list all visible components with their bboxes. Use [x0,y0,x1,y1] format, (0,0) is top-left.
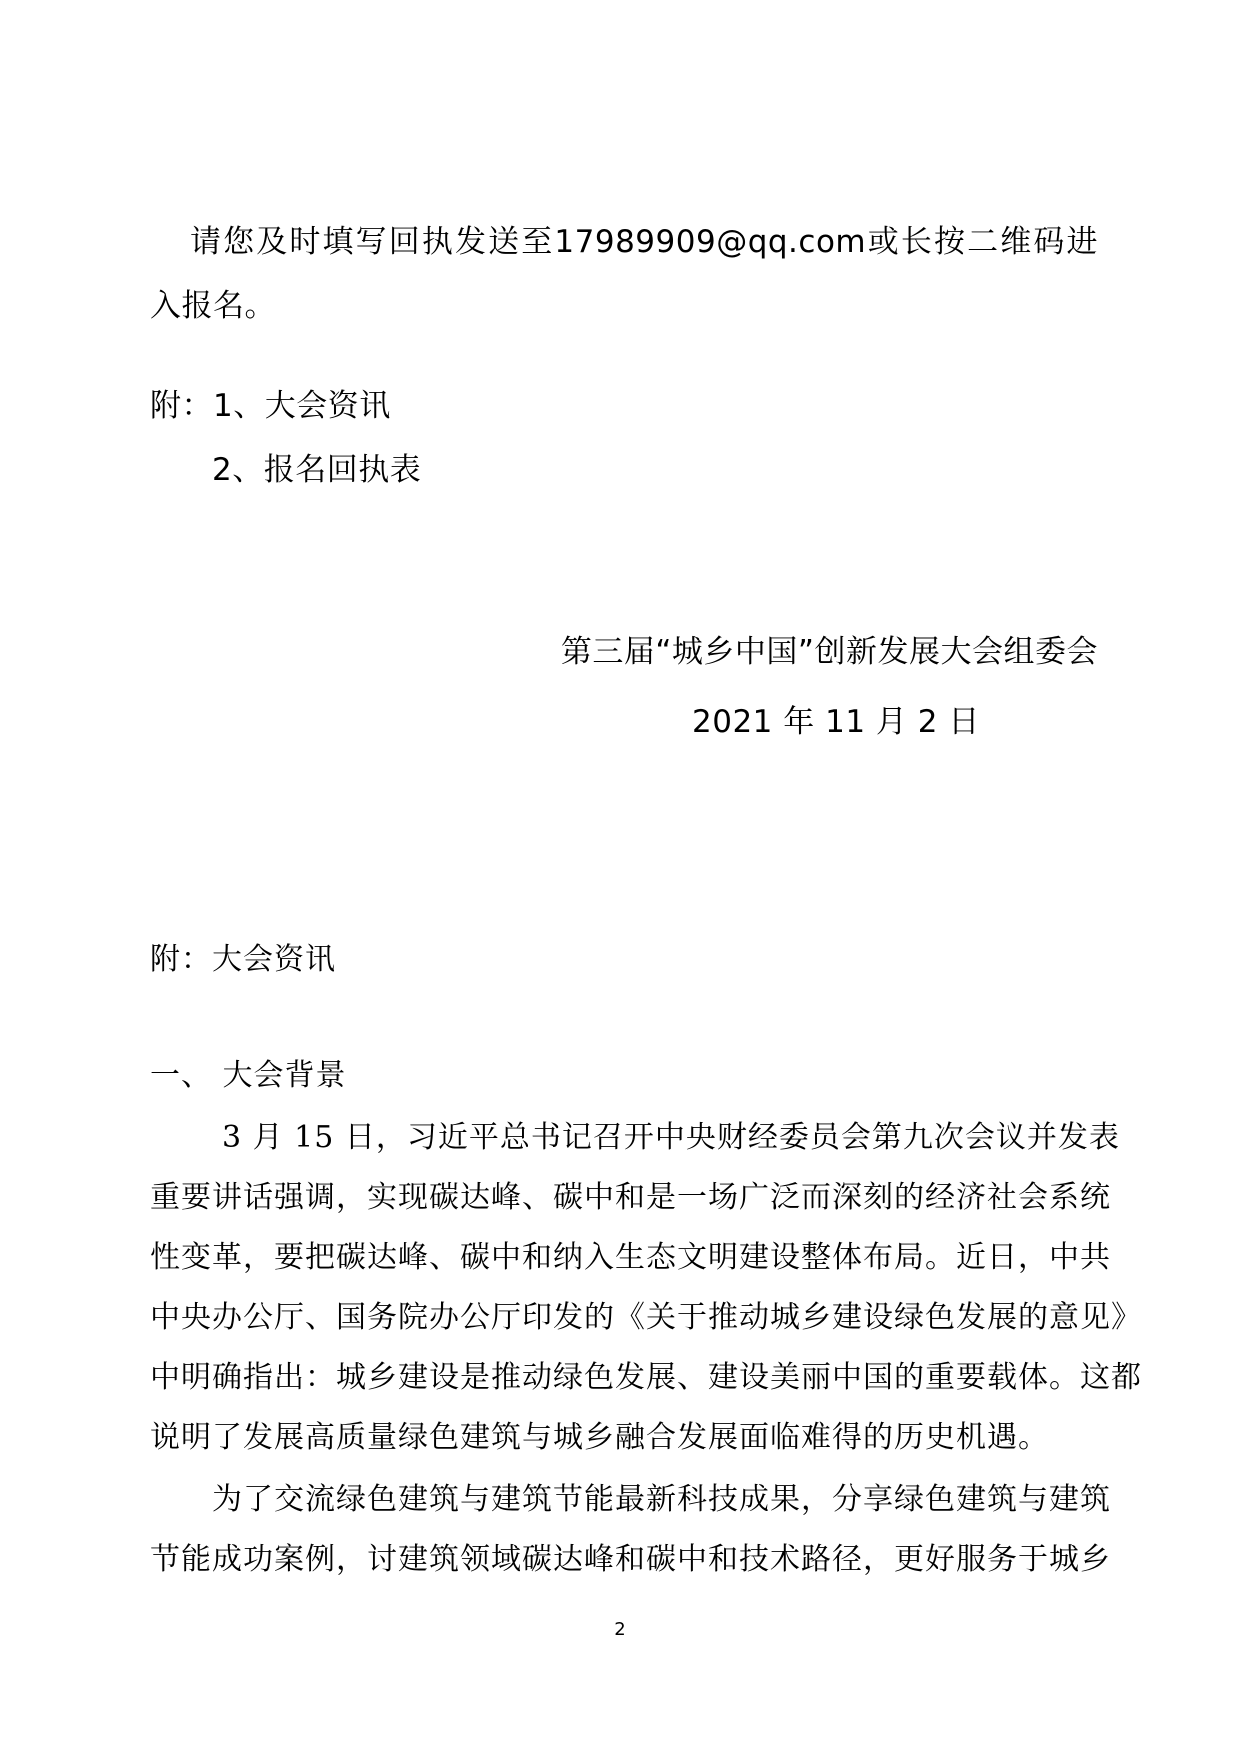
paragraph-line: 中央办公厅、国务院办公厅印发的《关于推动城乡建设绿色发展的意见》 [150,1300,1142,1335]
notice-line-1: 请您及时填写回执发送至17989909@qq.com或长按二维码进 [190,224,1098,260]
attachment-list-intro: 附：1、大会资讯 [150,388,391,424]
paragraph-line: 性变革，要把碳达峰、碳中和纳入生态文明建设整体布局。近日，中共 [150,1240,1111,1275]
paragraph-line: 为了交流绿色建筑与建筑节能最新科技成果，分享绿色建筑与建筑 [212,1482,1111,1517]
paragraph-line: 说明了发展高质量绿色建筑与城乡融合发展面临难得的历史机遇。 [150,1420,1049,1455]
organizer-signature: 第三届“城乡中国”创新发展大会组委会 [560,634,1098,670]
notice-line-2: 入报名。 [150,288,276,324]
paragraph-line: 节能成功案例，讨建筑领域碳达峰和碳中和技术路径，更好服务于城乡 [150,1542,1111,1577]
paragraph-line: 重要讲话强调，实现碳达峰、碳中和是一场广泛而深刻的经济社会系统 [150,1180,1111,1215]
attachment-list-item-2: 2、报名回执表 [212,452,422,488]
page-number: 2 [614,1619,626,1640]
paragraph-line: 中明确指出：城乡建设是推动绿色发展、建设美丽中国的重要载体。这都 [150,1360,1142,1395]
attachment-heading: 附：大会资讯 [150,942,336,977]
section-heading: 一、 大会背景 [150,1058,347,1093]
paragraph-line: 3 月 15 日，习近平总书记召开中央财经委员会第九次会议并发表 [222,1120,1120,1155]
signature-date: 2021 年 11 月 2 日 [692,704,980,740]
